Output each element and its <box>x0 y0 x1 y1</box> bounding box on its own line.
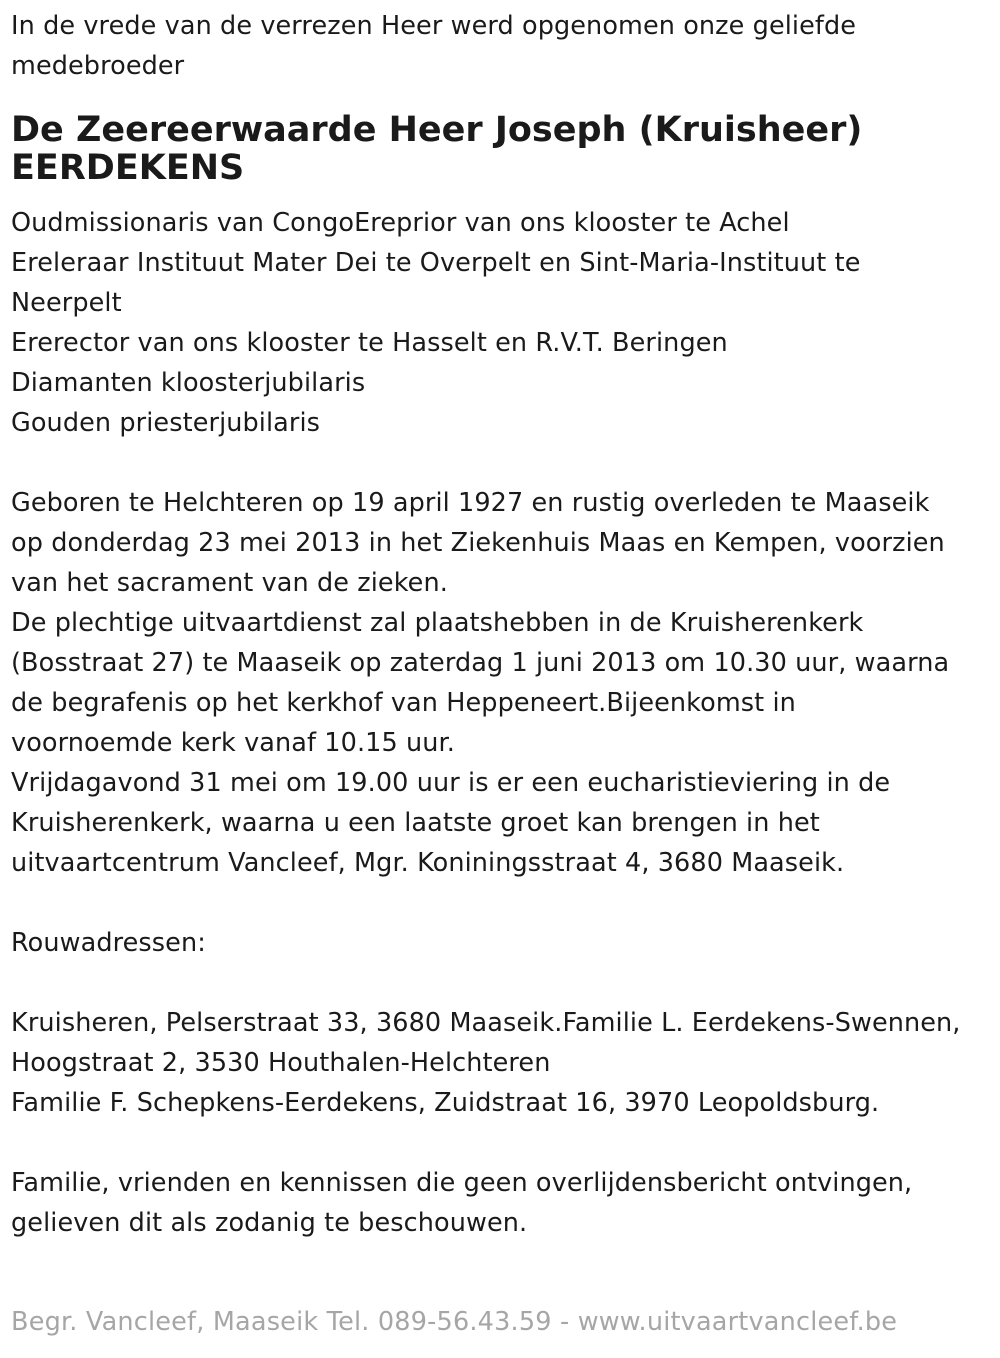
mourning-addresses-heading: Rouwadressen: <box>11 928 206 958</box>
title-line: Gouden priesterjubilaris <box>11 408 321 438</box>
titles-list <box>11 203 991 443</box>
body-line: de begrafenis op het kerkhof van Heppeneert.Bijeenkomst in <box>11 688 796 718</box>
obituary-notice <box>11 6 991 1243</box>
title-line: Oudmissionaris van CongoEreprior van ons klooster te Achel <box>11 208 790 238</box>
body-line: uitvaartcentrum Vancleef, Mgr. Koniningsstraat 4, 3680 Maaseik. <box>11 848 845 878</box>
name-line: De Zeereerwaarde Heer Joseph (Kruisheer) <box>11 110 863 150</box>
body-line: De plechtige uitvaartdienst zal plaatshebben in de Kruisherenkerk <box>11 608 864 638</box>
spacer <box>11 963 991 1003</box>
title-line: Neerpelt <box>11 288 122 318</box>
body-line: Geboren te Helchteren op 19 april 1927 en rustig overleden te Maaseik <box>11 488 930 518</box>
address-line: Hoogstraat 2, 3530 Houthalen-Helchteren <box>11 1048 551 1078</box>
title-line: Ererector van ons klooster te Hasselt en R.V.T. Beringen <box>11 328 728 358</box>
deceased-name <box>11 111 991 187</box>
body-line: op donderdag 23 mei 2013 in het Ziekenhuis Maas en Kempen, voorzien <box>11 528 945 558</box>
spacer <box>11 883 991 923</box>
intro-line: In de vrede van de verrezen Heer werd opgenomen onze geliefde <box>11 11 857 41</box>
mourning-addresses <box>11 1003 991 1123</box>
body-line: Kruisherenkerk, waarna u een laatste groet kan brengen in het <box>11 808 820 838</box>
closing-line: gelieven dit als zodanig te beschouwen. <box>11 1208 528 1238</box>
intro-line: medebroeder <box>11 51 185 81</box>
body-text <box>11 483 991 883</box>
closing-line: Familie, vrienden en kennissen die geen overlijdensbericht ontvingen, <box>11 1168 913 1198</box>
intro-text <box>11 6 991 86</box>
spacer <box>11 443 991 483</box>
spacer <box>11 1123 991 1163</box>
closing-text <box>11 1163 991 1243</box>
body-line: (Bosstraat 27) te Maaseik op zaterdag 1 juni 2013 om 10.30 uur, waarna <box>11 648 950 678</box>
address-line: Familie F. Schepkens-Eerdekens, Zuidstraat 16, 3970 Leopoldsburg. <box>11 1088 880 1118</box>
title-line: Diamanten kloosterjubilaris <box>11 368 366 398</box>
title-line: Ereleraar Instituut Mater Dei te Overpelt en Sint-Maria-Instituut te <box>11 248 861 278</box>
body-line: voornoemde kerk vanaf 10.15 uur. <box>11 728 455 758</box>
address-line: Kruisheren, Pelserstraat 33, 3680 Maaseik.Familie L. Eerdekens-Swennen, <box>11 1008 961 1038</box>
body-line: van het sacrament van de zieken. <box>11 568 448 598</box>
name-line: EERDEKENS <box>11 148 245 188</box>
body-line: Vrijdagavond 31 mei om 19.00 uur is er een eucharistieviering in de <box>11 768 891 798</box>
funeral-home-footer: Begr. Vancleef, Maaseik Tel. 089-56.43.59 - www.uitvaartvancleef.be <box>11 1307 898 1337</box>
